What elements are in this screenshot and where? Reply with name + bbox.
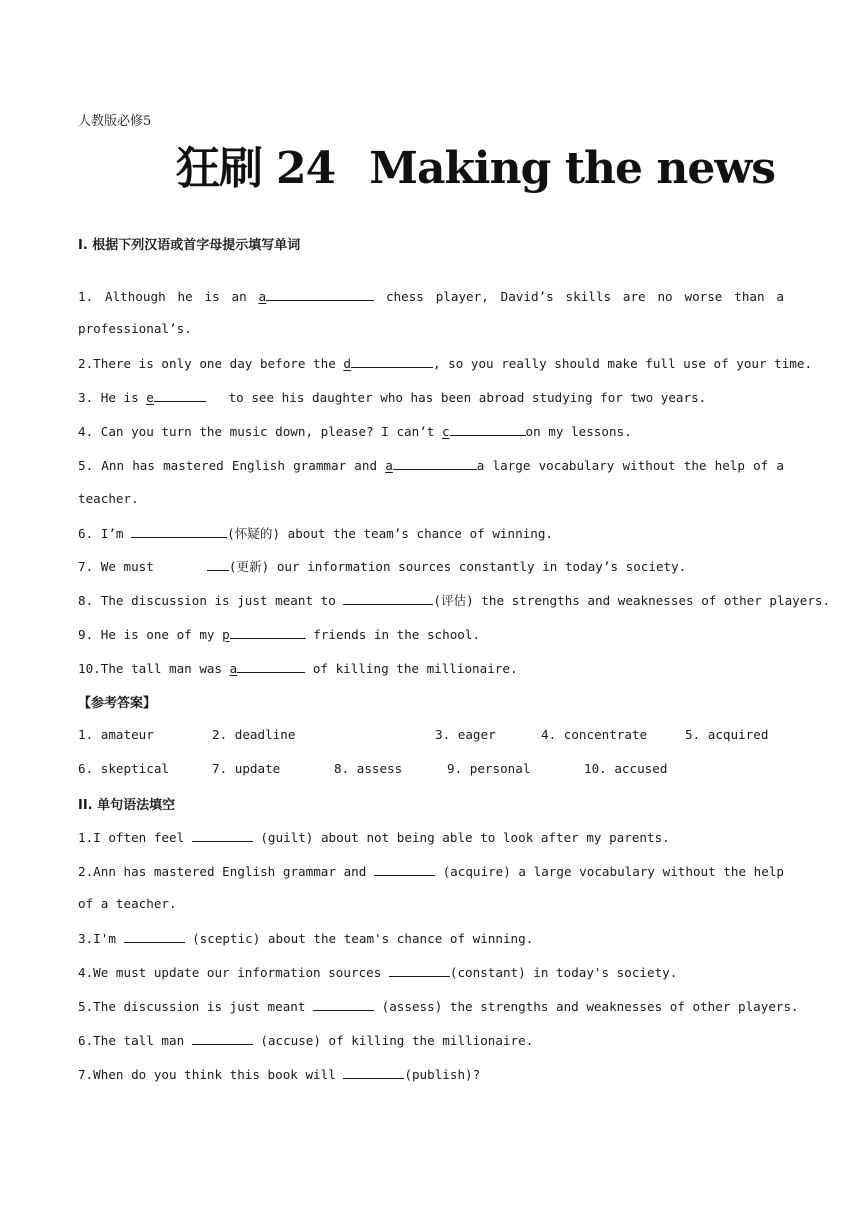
answer-3: 3. eager — [435, 727, 496, 742]
s2-item-6 — [78, 1031, 784, 1050]
answer-2: 2. deadline — [212, 727, 296, 742]
answer-7: 7. update — [212, 761, 281, 776]
s1-item-2-blank[interactable] — [351, 354, 433, 368]
answer-1: 1. amateur — [78, 727, 154, 742]
s1-item-4-post: on my lessons. — [525, 424, 632, 439]
s1-item-10-blank[interactable] — [237, 659, 305, 673]
section-2-heading: II. 单句语法填空 — [78, 798, 176, 813]
s2-item-5-pre: 5.The discussion is just meant — [78, 999, 314, 1014]
s1-item-8-pre: 8. The discussion is just meant to — [78, 593, 344, 608]
s2-item-3-blank[interactable] — [124, 929, 185, 943]
s2-item-6-blank[interactable] — [192, 1031, 253, 1045]
s1-item-3-post: to see his daughter who has been abroad studying for two years. — [205, 390, 707, 405]
s1-item-3 — [78, 388, 784, 407]
s2-item-2-blank[interactable] — [374, 862, 435, 876]
answer-8: 8. assess — [334, 761, 403, 776]
s1-item-5-post: a large vocabulary without the help of a — [476, 458, 784, 473]
s2-item-6-pre: 6.The tall man — [78, 1033, 192, 1048]
s1-item-4-blank[interactable] — [450, 422, 526, 436]
s1-item-7-pre: 7. We must — [78, 559, 207, 574]
s1-item-5-cont: teacher. — [78, 491, 139, 506]
title-chinese: 狂刷 — [176, 143, 262, 194]
s1-item-9 — [78, 625, 784, 644]
answer-4: 4. concentrate — [541, 727, 648, 742]
s1-item-1-blank[interactable] — [266, 287, 374, 301]
s1-item-7 — [78, 557, 784, 576]
s1-item-7-post: (更新) our information sources constantly in today’s society. — [228, 559, 687, 574]
s2-item-5-post: (assess) the strengths and weaknesses of other players. — [374, 999, 799, 1014]
s1-item-8-blank[interactable] — [343, 591, 433, 605]
s1-item-6-pre: 6. I’m — [78, 526, 132, 541]
s2-item-1-post: (guilt) about not being able to look after my parents. — [252, 830, 670, 845]
answer-10: 10. accused — [584, 761, 668, 776]
s1-item-5-hint: a — [385, 458, 393, 473]
s1-item-2-hint: d — [343, 356, 351, 371]
s2-item-4-post: (constant) in today's society. — [449, 965, 678, 980]
s2-item-2-post: (acquire) a large vocabulary without the help — [434, 864, 785, 879]
s1-item-2 — [78, 354, 813, 373]
s1-item-5 — [78, 456, 784, 475]
title-english: Making the news — [369, 143, 775, 194]
s2-item-4-pre: 4.We must update our information sources — [78, 965, 389, 980]
s2-item-6-post: (accuse) of killing the millionaire. — [252, 1033, 534, 1048]
s2-item-4-blank[interactable] — [389, 963, 450, 977]
s1-item-3-blank[interactable] — [154, 388, 206, 402]
s1-item-10 — [78, 659, 784, 678]
s1-item-1-post: chess player, David’s skills are no worse than a — [374, 289, 784, 304]
section-1-heading: I. 根据下列汉语或首字母提示填写单词 — [78, 238, 301, 253]
s1-item-10-hint: a — [229, 661, 238, 676]
s1-item-6-blank[interactable] — [131, 524, 227, 538]
s1-item-9-blank[interactable] — [230, 625, 306, 639]
s1-item-10-post: of killing the millionaire. — [305, 661, 518, 676]
s1-item-3-pre: 3. He is — [78, 390, 147, 405]
s1-item-8 — [78, 591, 831, 610]
s2-item-1-pre: 1.I often feel — [78, 830, 192, 845]
s1-item-5-blank[interactable] — [393, 456, 477, 470]
s1-item-2-post: , so you really should make full use of your time. — [432, 356, 813, 371]
s2-item-1-blank[interactable] — [192, 828, 253, 842]
answer-9: 9. personal — [447, 761, 531, 776]
s1-item-1-cont: professional’s. — [78, 321, 192, 336]
s1-item-6 — [78, 524, 784, 543]
s1-item-9-hint: p — [222, 627, 230, 642]
s2-item-4 — [78, 963, 784, 982]
s1-item-3-hint: e — [146, 390, 154, 405]
s2-item-7-pre: 7.When do you think this book will — [78, 1067, 344, 1082]
s2-item-2-cont: of a teacher. — [78, 896, 177, 911]
s2-item-7-post: (publish)? — [404, 1067, 481, 1082]
s2-item-5 — [78, 997, 799, 1016]
s1-item-4-hint: c — [441, 424, 450, 439]
s2-item-1 — [78, 828, 784, 847]
s2-item-3 — [78, 929, 784, 948]
answer-5: 5. acquired — [685, 727, 769, 742]
s2-item-7-blank[interactable] — [343, 1065, 404, 1079]
page-title — [176, 140, 775, 198]
s1-item-8-post: (评估) the strengths and weaknesses of other players. — [433, 593, 831, 608]
s1-item-6-post: (怀疑的) about the team’s chance of winning. — [227, 526, 553, 541]
answers-heading: 【参考答案】 — [78, 696, 157, 711]
s1-item-1 — [78, 287, 784, 306]
s2-item-7 — [78, 1065, 784, 1084]
s1-item-5-pre: 5. Ann has mastered English grammar and — [78, 458, 386, 473]
s1-item-4 — [78, 422, 784, 441]
title-number: 24 — [276, 143, 336, 194]
s2-item-2-pre: 2.Ann has mastered English grammar and — [78, 864, 374, 879]
s1-item-9-pre: 9. He is one of my — [78, 627, 223, 642]
edition-label: 人教版必修5 — [78, 114, 152, 129]
s2-item-3-pre: 3.I'm — [78, 931, 124, 946]
s1-item-9-post: friends in the school. — [305, 627, 481, 642]
s2-item-5-blank[interactable] — [313, 997, 374, 1011]
s1-item-7-blank[interactable] — [207, 557, 229, 571]
s1-item-1-hint: a — [258, 289, 267, 304]
s1-item-1-pre: 1. Although he is an — [78, 289, 259, 304]
s1-item-10-pre: 10.The tall man was — [78, 661, 230, 676]
s1-item-4-pre: 4. Can you turn the music down, please? I can’t — [78, 424, 442, 439]
s2-item-2 — [78, 862, 784, 881]
s2-item-3-post: (sceptic) about the team's chance of winning. — [184, 931, 534, 946]
answer-6: 6. skeptical — [78, 761, 169, 776]
s1-item-2-pre: 2.There is only one day before the — [78, 356, 344, 371]
